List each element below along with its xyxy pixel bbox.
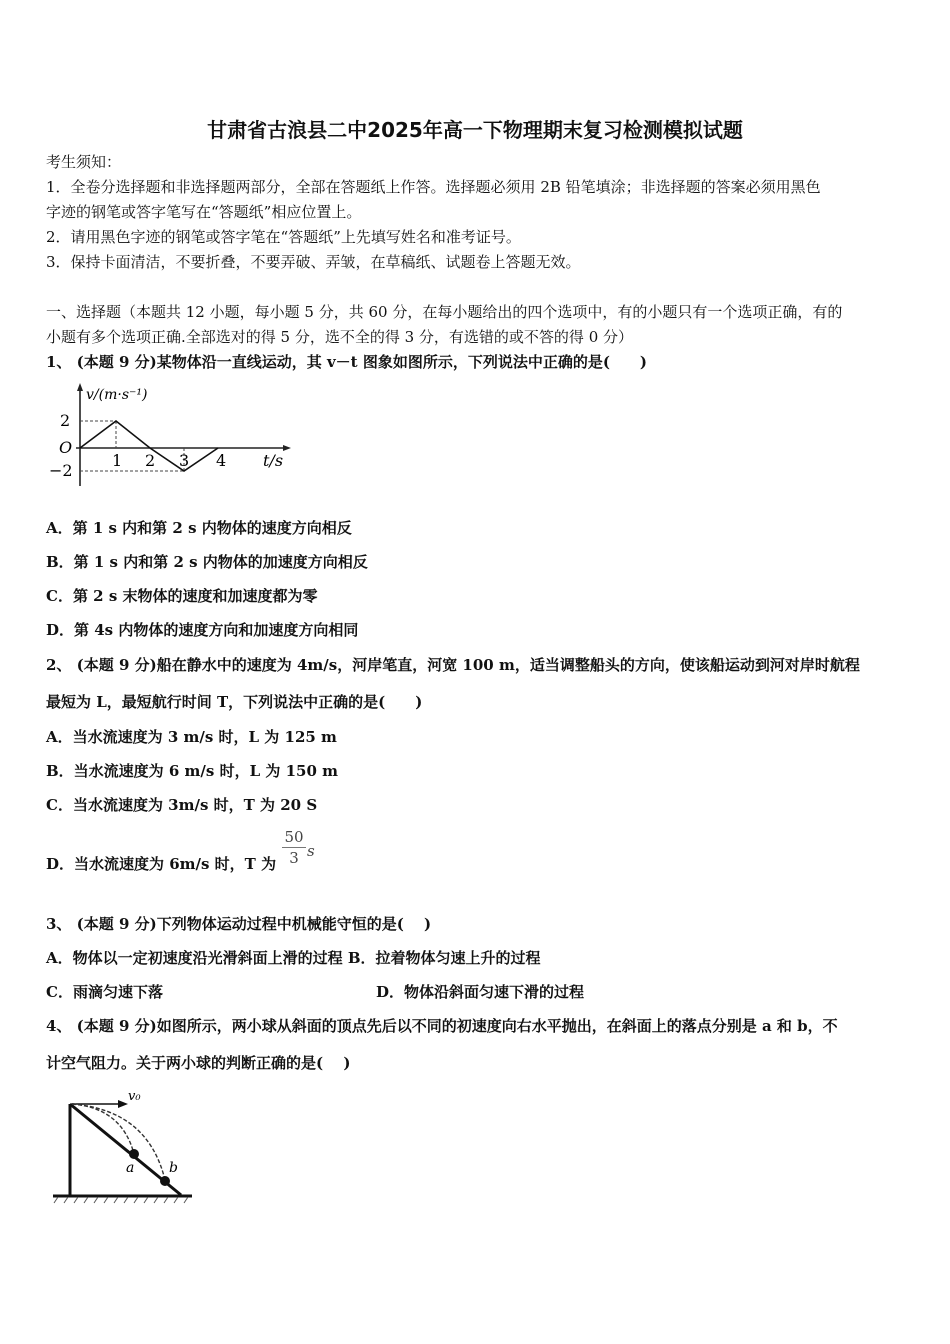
q2-option-b: B．当水流速度为 6 m/s 时，L 为 150 m (46, 762, 338, 780)
notice-line-2: 2．请用黑色字迹的钢笔或答字笔在“答题纸”上先填写姓名和准考证号。 (46, 228, 521, 246)
fraction-denominator: 3 (289, 849, 299, 867)
q1-option-c: C．第 2 s 末物体的速度和加速度都为零 (46, 587, 318, 605)
q4-stem-2: 计空气阻力。关于两小球的判断正确的是( ) (46, 1054, 351, 1072)
graph-tick-t3: 3 (179, 451, 190, 470)
q2-option-c: C．当水流速度为 3m/s 时，T 为 20 S (46, 796, 318, 814)
graph-y-label: v/(m·s⁻¹) (86, 387, 148, 403)
q1-option-b: B．第 1 s 内和第 2 s 内物体的加速度方向相反 (46, 553, 368, 571)
fraction-unit: s (307, 842, 315, 860)
graph-tick-t1: 1 (112, 451, 123, 470)
q2-stem-2: 最短为 L，最短航行时间 T，下列说法中正确的是( ) (46, 693, 423, 711)
section-instructions-2: 小题有多个选项正确.全部选对的得 5 分，选不全的得 3 分，有选错的或不答的得 0 分） (46, 328, 634, 346)
graph-tick-t4: 4 (216, 451, 227, 470)
graph-x-label: t/s (263, 451, 284, 470)
q3-option-ab: A．物体以一定初速度沿光滑斜面上滑的过程 B．拉着物体匀速上升的过程 (46, 949, 541, 967)
figure-v0-label: v₀ (128, 1089, 141, 1104)
notice-heading: 考生须知： (46, 153, 122, 171)
figure-ball-b (160, 1176, 170, 1186)
graph-origin: O (59, 438, 73, 457)
figure-v0-arrowhead (118, 1100, 128, 1108)
q3-option-d: D．物体沿斜面匀速下滑的过程 (376, 983, 585, 1001)
q3-option-c: C．雨滴匀速下落 (46, 983, 163, 1001)
q4-stem-1: 4、 (本题 9 分)如图所示，两小球从斜面的顶点先后以不同的初速度向右水平抛出，在斜面上的落点分别是 a 和 b，不 (46, 1017, 838, 1035)
figure-label-a: a (126, 1160, 135, 1176)
figure-ground-hatch (54, 1197, 188, 1203)
q2-option-d: D．当水流速度为 6m/s 时，T 为 (46, 855, 277, 873)
q1-stem: 1、 (本题 9 分)某物体沿一直线运动，其 v－t 图象如图所示，下列说法中正确的是( ) (46, 353, 648, 371)
q1-vt-graph (46, 382, 296, 490)
graph-x-arrow (283, 445, 291, 451)
graph-tick-neg2: −2 (49, 461, 73, 480)
graph-tick-t2: 2 (145, 451, 156, 470)
q1-option-a: A．第 1 s 内和第 2 s 内物体的速度方向相反 (46, 519, 352, 537)
fraction-bar (282, 847, 306, 848)
notice-line-1a: 1．全卷分选择题和非选择题两部分，全部在答题纸上作答。选择题必须用 2B 铅笔填涂；非选择题的答案必须用黑色 (46, 178, 821, 196)
figure-label-b: b (169, 1160, 178, 1176)
section-instructions-1: 一、选择题（本题共 12 小题，每小题 5 分，共 60 分，在每小题给出的四个选项中，有的小题只有一个选项正确，有的 (46, 303, 843, 321)
graph-tick-2: 2 (60, 411, 71, 430)
graph-y-arrow (77, 383, 83, 391)
q2-option-a: A．当水流速度为 3 m/s 时，L 为 125 m (46, 728, 337, 746)
q2-fraction (282, 828, 306, 867)
fraction-numerator: 50 (284, 828, 304, 846)
q2-stem-1: 2、 (本题 9 分)船在静水中的速度为 4m/s，河岸笔直，河宽 100 m，适当调整船头的方向，使该船运动到河对岸时航程 (46, 656, 860, 674)
figure-ball-a (129, 1149, 139, 1159)
page-title: 甘肃省古浪县二中2025年高一下物理期末复习检测模拟试题 (207, 118, 743, 142)
q1-option-d: D．第 4s 内物体的速度方向和加速度方向相同 (46, 621, 359, 639)
q3-stem: 3、 (本题 9 分)下列物体运动过程中机械能守恒的是( ) (46, 915, 432, 933)
q4-incline-figure (50, 1084, 195, 1206)
notice-line-3: 3．保持卡面清洁，不要折叠，不要弄破、弄皱，在草稿纸、试题卷上答题无效。 (46, 253, 581, 271)
notice-line-1b: 字迹的钢笔或答字笔写在“答题纸”相应位置上。 (46, 203, 362, 221)
